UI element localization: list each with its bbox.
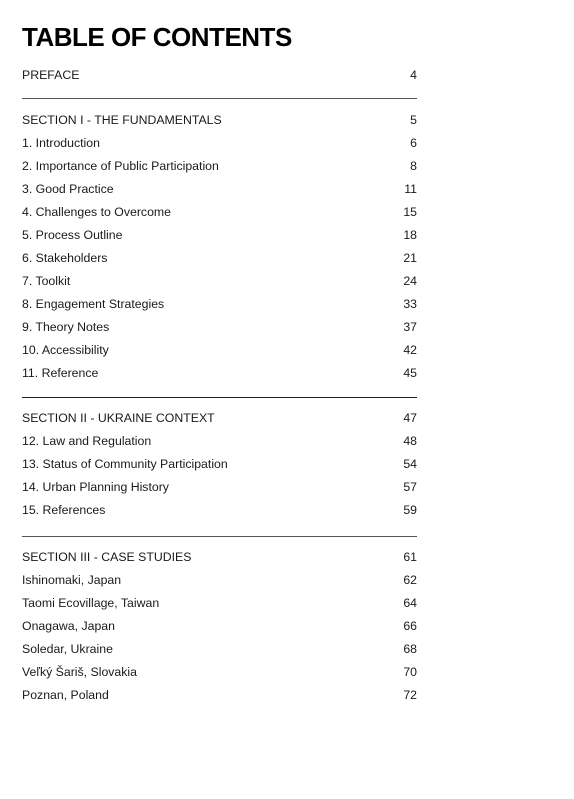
toc-entry-page: 54 — [403, 457, 417, 471]
section-2 — [22, 407, 417, 522]
section-3 — [22, 546, 417, 707]
toc-entry-label: 12. Law and Regulation — [22, 434, 152, 448]
toc-entry[interactable] — [22, 684, 417, 707]
toc-entry-page: 6 — [410, 136, 417, 150]
toc-entry-label: Soledar, Ukraine — [22, 642, 113, 656]
toc-entry-page: 48 — [403, 434, 417, 448]
toc-entry-page: 57 — [403, 480, 417, 494]
toc-entry-label: 3. Good Practice — [22, 182, 114, 196]
toc-entry[interactable] — [22, 224, 417, 247]
toc-entry[interactable] — [22, 661, 417, 684]
toc-entry-page: 66 — [403, 619, 417, 633]
toc-entry-page: 62 — [403, 573, 417, 587]
toc-entry-page: 11 — [404, 182, 417, 196]
section-divider — [22, 98, 417, 99]
toc-entry-label: 11. Reference — [22, 366, 99, 380]
section-heading-label: SECTION II - UKRAINE CONTEXT — [22, 411, 215, 425]
toc-entry-page: 72 — [403, 688, 417, 702]
toc-entry[interactable] — [22, 132, 417, 155]
toc-entry[interactable] — [22, 362, 417, 385]
toc-entry-page: 37 — [403, 320, 417, 334]
toc-entry[interactable] — [22, 638, 417, 661]
toc-entry-page: 21 — [403, 251, 417, 265]
toc-entry[interactable] — [22, 615, 417, 638]
toc-entry[interactable] — [22, 316, 417, 339]
toc-entry[interactable] — [22, 201, 417, 224]
toc-entry[interactable] — [22, 339, 417, 362]
section-heading-label: SECTION III - CASE STUDIES — [22, 550, 192, 564]
toc-entry-label: 6. Stakeholders — [22, 251, 108, 265]
toc-entry-label: 13. Status of Community Participation — [22, 457, 228, 471]
toc-entry-page: 68 — [403, 642, 417, 656]
toc-entry[interactable] — [22, 569, 417, 592]
toc-entry-label: 1. Introduction — [22, 136, 100, 150]
toc-entry-label: 7. Toolkit — [22, 274, 71, 288]
toc-entry-label: 10. Accessibility — [22, 343, 109, 357]
toc-entry-page: 59 — [403, 503, 417, 517]
toc-entry[interactable] — [22, 270, 417, 293]
section-heading[interactable] — [22, 109, 417, 132]
toc-entry[interactable] — [22, 453, 417, 476]
toc-entry-preface[interactable] — [22, 64, 417, 87]
toc-entry-label: 2. Importance of Public Participation — [22, 159, 219, 173]
section-1 — [22, 109, 417, 385]
section-heading-label: SECTION I - THE FUNDAMENTALS — [22, 113, 222, 127]
toc-entry-label: 4. Challenges to Overcome — [22, 205, 172, 219]
toc-entry-label: 5. Process Outline — [22, 228, 123, 242]
toc-entry[interactable] — [22, 155, 417, 178]
toc-entry-page: 15 — [403, 205, 417, 219]
toc-entry-label: 14. Urban Planning History — [22, 480, 169, 494]
toc-entry[interactable] — [22, 178, 417, 201]
toc-entry-page: 4 — [410, 68, 417, 82]
toc-entry-label: 15. References — [22, 503, 106, 517]
toc-entry-page: 64 — [403, 596, 417, 610]
section-divider — [22, 536, 417, 537]
toc-entry-label: Onagawa, Japan — [22, 619, 115, 633]
toc-entry-label: 8. Engagement Strategies — [22, 297, 165, 311]
section-heading-page: 61 — [403, 550, 417, 564]
section-heading[interactable] — [22, 407, 417, 430]
toc-entry-label: PREFACE — [22, 68, 80, 82]
toc-entry-page: 8 — [410, 159, 417, 173]
section-heading-page: 47 — [403, 411, 417, 425]
table-of-contents — [22, 22, 417, 707]
toc-entry-page: 45 — [403, 366, 417, 380]
section-divider — [22, 397, 417, 398]
toc-entry-label: Ishinomaki, Japan — [22, 573, 122, 587]
toc-entry[interactable] — [22, 247, 417, 270]
toc-entry-page: 33 — [403, 297, 417, 311]
toc-entry[interactable] — [22, 430, 417, 453]
toc-entry-label: Taomi Ecovillage, Taiwan — [22, 596, 160, 610]
toc-entry[interactable] — [22, 476, 417, 499]
toc-entry-label: Veľký Šariš, Slovakia — [22, 665, 137, 679]
toc-entry-page: 18 — [403, 228, 417, 242]
page-title: TABLE OF CONTENTS — [22, 22, 292, 52]
toc-entry[interactable] — [22, 592, 417, 615]
toc-entry-page: 42 — [403, 343, 417, 357]
section-heading-page: 5 — [410, 113, 417, 127]
toc-entry-label: Poznan, Poland — [22, 688, 109, 702]
toc-entry-page: 24 — [403, 274, 417, 288]
toc-entry[interactable] — [22, 499, 417, 522]
toc-entry-page: 70 — [403, 665, 417, 679]
section-heading[interactable] — [22, 546, 417, 569]
toc-entry-label: 9. Theory Notes — [22, 320, 110, 334]
toc-entry[interactable] — [22, 293, 417, 316]
